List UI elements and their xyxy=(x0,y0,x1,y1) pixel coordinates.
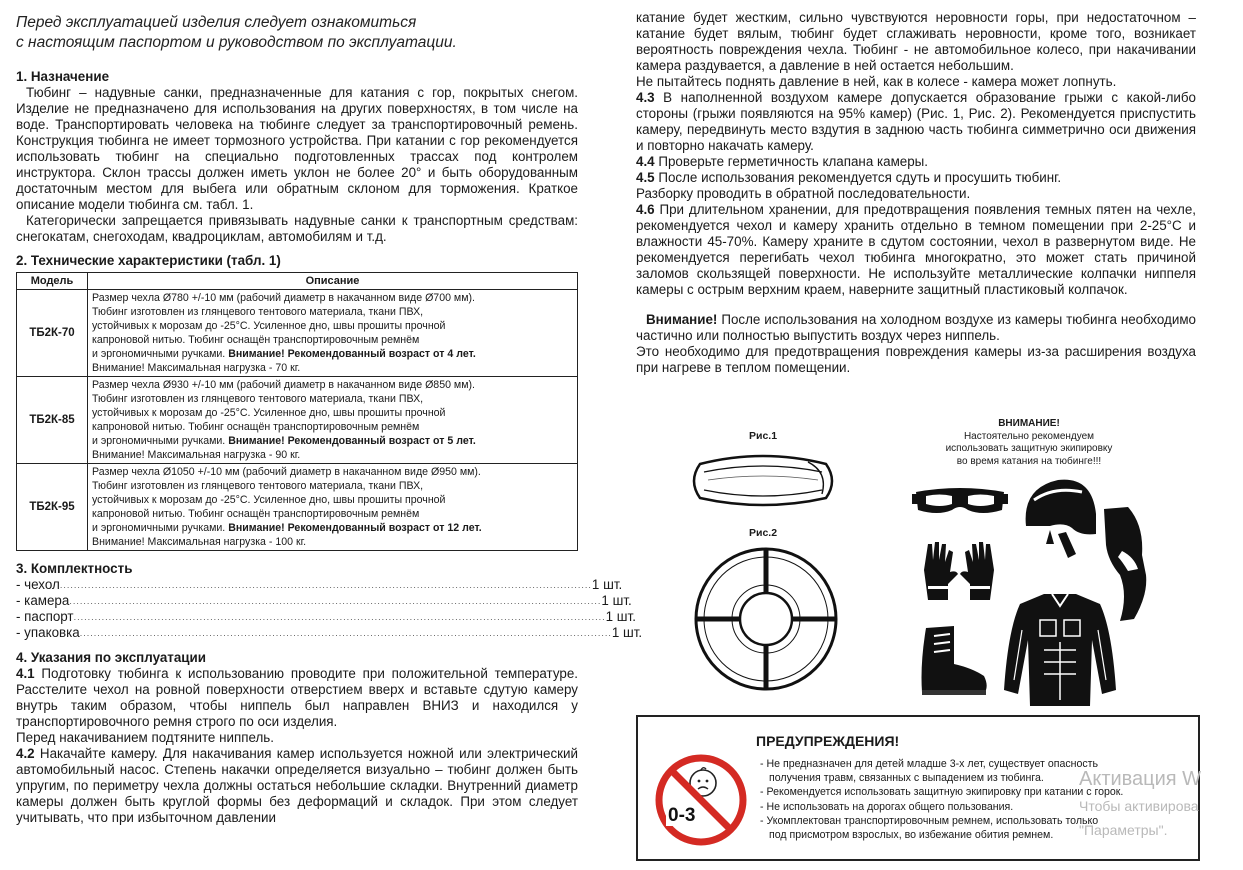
leader-dots: ........................................................................................................................................................ xyxy=(73,612,606,622)
description-cell xyxy=(88,464,578,551)
left-column xyxy=(16,0,643,826)
item-qty: 1 шт. xyxy=(605,609,636,624)
desc-line: Размер чехла Ø930 +/-10 мм (рабочий диаметр в накачанном виде Ø850 мм). xyxy=(92,379,475,391)
figure-2-label: Рис.2 xyxy=(749,527,778,539)
paragraph-text: Подготовку тюбинга к использованию проводите при положительной температуре. Расстелите чехол на ровной поверхности отверстием вверх и вставьте сдутую камеру внутрь таким образом, чтобы ниппель был направлен ВНИЗ и находился у транспортировочного ремня строго по оси изделия. xyxy=(16,666,578,729)
paragraph-4-1 xyxy=(16,666,578,730)
paragraph-4-1-note: Перед накачиванием подтяните ниппель. xyxy=(16,730,274,745)
model-cell: ТБ2К-95 xyxy=(17,464,88,551)
table-row xyxy=(17,464,578,551)
col-description-header: Описание xyxy=(88,273,578,290)
desc-line xyxy=(92,347,573,361)
paragraph-4-5-note: Разборку проводить в обратной последовательности. xyxy=(636,186,971,201)
section-purpose xyxy=(16,69,578,245)
table-row xyxy=(17,377,578,464)
item-qty: 1 шт. xyxy=(591,577,623,592)
list-item xyxy=(16,593,632,609)
inflated-tube-icon xyxy=(692,545,840,693)
protective-jacket-icon xyxy=(1000,590,1120,708)
desc-line: Размер чехла Ø780 +/-10 мм (рабочий диаметр в накачанном виде Ø700 мм). xyxy=(92,292,475,304)
attention-text: После использования на холодном воздухе из камеры тюбинга необходимо частично или полностью выпустить воздух через ниппель. xyxy=(636,312,1196,343)
paragraph-4-2-continued: катание будет жестким, сильно чувствуются неровности горы, при недостаточном – катание будет вялым, тюбинг будет сглаживать неровности, кроме того, возникает вероятность повреждения чехла. Тюбинг - не автомобильное колесо, при накачивании камера раздувается, а давление в ней остается небольшим. xyxy=(636,10,1196,73)
gear-note-title: ВНИМАНИЕ! xyxy=(998,418,1060,429)
item-name: - упаковка xyxy=(16,625,80,640)
paragraph-number: 4.5 xyxy=(636,170,655,185)
age-badge: 0-3 xyxy=(668,805,696,826)
col-model-header: Модель xyxy=(17,273,88,290)
paragraph-4-6 xyxy=(636,202,1196,298)
figure-1-label: Рис.1 xyxy=(749,430,778,442)
paragraph-number: 4.3 xyxy=(636,90,655,105)
paragraph-text: После использования рекомендуется сдуть и просушить тюбинг. xyxy=(654,170,1062,185)
leader-dots: ........................................................................................................................................................ xyxy=(59,580,592,590)
intro-line-1: Перед эксплуатацией изделия следует ознакомиться xyxy=(16,14,417,31)
goggles-icon xyxy=(912,482,1008,522)
item-name: - паспорт xyxy=(16,609,74,624)
boot-icon xyxy=(916,624,990,698)
intro-line-2: с настоящим паспортом и руководством по эксплуатации. xyxy=(16,34,457,51)
right-column xyxy=(636,0,1196,376)
glove-left-icon xyxy=(918,540,960,602)
gear-note-line: во время катания на тюбинге!!! xyxy=(956,455,1102,467)
section-4-title: 4. Указания по эксплуатации xyxy=(16,650,206,665)
model-cell: ТБ2К-70 xyxy=(17,290,88,377)
activation-watermark-title: Активация W xyxy=(1079,768,1202,790)
desc-line: Размер чехла Ø1050 +/-10 мм (рабочий диаметр в накачанном виде Ø950 мм). xyxy=(92,466,481,478)
paragraph-number: 4.6 xyxy=(636,202,655,217)
paragraph-text: В наполненной воздухом камере допускается образование грыжи с какой-либо стороны (грыжи появляются на 95% камер) (Рис. 1, Рис. 2). Рекомендуется приспустить камеру, передвинуть место вздутия в заднюю часть тюбинга симметрично оси движения и повторно накачать камеру. xyxy=(636,90,1196,153)
item-qty: 1 шт. xyxy=(611,625,643,640)
desc-line: капроновой нитью. Тюбинг оснащён транспортировочным ремнём xyxy=(92,334,420,346)
paragraph-4-5 xyxy=(636,170,1196,186)
leader-dots: ........................................................................................................................................................ xyxy=(79,628,612,638)
item-name: - камера xyxy=(16,593,70,608)
attention-explanation: Это необходимо для предотвращения повреждения камеры из-за расширения воздуха при нагреве в теплом помещении. xyxy=(636,344,1196,375)
load-warning: Внимание! Максимальная нагрузка - 70 кг. xyxy=(92,362,301,374)
gear-note-line: использовать защитную экипировку xyxy=(945,443,1113,454)
age-warning: Внимание! Рекомендованный возраст от 4 лет. xyxy=(228,348,476,360)
purpose-paragraph: Тюбинг – надувные санки, предназначенные для катания с гор, покрытых снегом. Изделие не предназначено для использования на других поверхностях, в том числе на воде. Транспортировать человека на тюбинге следует за транспортировочный ремень. Конструкция тюбинга не имеет тормозного устройства. При катании с гор рекомендуется использовать тюбинг на специально подготовленных трассах под контролем инструктора. Склон трассы должен иметь уклон не более 20° и быть оборудованным достаточным местом для выбега или обратным склоном для торможения. Краткое описание модели тюбинга см. табл. 1. xyxy=(16,85,578,212)
desc-line: устойчивых к морозам до -25°С. Усиленное дно, швы прошиты прочной xyxy=(92,320,446,332)
list-item xyxy=(16,625,643,641)
activation-watermark-line: Чтобы активирова xyxy=(1079,798,1199,814)
list-item xyxy=(16,577,623,593)
attention-paragraph xyxy=(636,312,1196,344)
spec-table-header xyxy=(17,273,578,290)
paragraph-text: При длительном хранении, для предотвращения появления темных пятен на чехле, рекомендуется чехол и камеру хранить отдельно в темном помещении при 2-25°С и влажности 45-70%. Камеру храните в сдутом состоянии, чехол в развернутом виде. Не рекомендуется перегибать чехол тюбинга многократно, это может стать причиной заломов скользящей поверхности. Не используйте металлические колпачки ниппеля камеры с острым верхним краем, наверните защитный пластиковый колпачок. xyxy=(636,202,1196,297)
warning-item: - Укомплектован транспортировочным ремнем, использовать только xyxy=(760,814,1099,827)
paragraph-number: 4.2 xyxy=(16,746,35,761)
paragraph-text: Накачайте камеру. Для накачивания камер используется ножной или электрический автомобильный насос. Степень накачки определяется визуально – тюбинг должен быть упругим, по периметру чехла должны остаться небольшие складки. Внутренний диаметр камеры должен быть круглой формы без деформаций и складок. При этом следует учитывать, что при избыточном давлении xyxy=(16,746,578,825)
model-cell: ТБ2К-85 xyxy=(17,377,88,464)
prohibition-paragraph: Категорически запрещается привязывать надувные санки к транспортным средствам: снегокатам, снегоходам, квадроциклам, автомобилям и т.д. xyxy=(16,213,578,244)
section-usage xyxy=(16,650,578,826)
paragraph-4-2 xyxy=(16,746,578,826)
desc-line: капроновой нитью. Тюбинг оснащён транспортировочным ремнём xyxy=(92,508,420,520)
desc-text: и эргономичными ручками. xyxy=(92,522,229,534)
description-cell xyxy=(88,377,578,464)
section-2-title: 2. Технические характеристики (табл. 1) xyxy=(16,253,281,268)
list-item xyxy=(16,609,636,625)
paragraph-text: Проверьте герметичность клапана камеры. xyxy=(654,154,929,169)
section-1-title: 1. Назначение xyxy=(16,69,110,84)
warning-item: - Рекомендуется использовать защитную экипировку при катании с горок. xyxy=(760,786,1124,799)
desc-line: Тюбинг изготовлен из глянцевого тентового материала, ткани ПВХ, xyxy=(92,480,424,492)
warning-item: - Не использовать на дорогах общего пользования. xyxy=(760,800,1014,813)
item-qty: 1 шт. xyxy=(601,593,632,608)
desc-text: и эргономичными ручками. xyxy=(92,435,229,447)
desc-line: Тюбинг изготовлен из глянцевого тентового материала, ткани ПВХ, xyxy=(92,306,424,318)
load-warning: Внимание! Максимальная нагрузка - 90 кг. xyxy=(92,449,301,461)
desc-line: Тюбинг изготовлен из глянцевого тентового материала, ткани ПВХ, xyxy=(92,393,424,405)
age-restriction-icon xyxy=(654,753,748,847)
age-warning: Внимание! Рекомендованный возраст от 12 лет. xyxy=(228,522,482,534)
load-warning: Внимание! Максимальная нагрузка - 100 кг. xyxy=(92,536,307,548)
helmet-icon xyxy=(1020,474,1098,560)
activation-watermark-line: "Параметры". xyxy=(1079,822,1168,838)
attention-block xyxy=(636,312,1196,376)
desc-line xyxy=(92,434,573,448)
leader-dots: ........................................................................................................................................................ xyxy=(69,596,602,606)
desc-line: капроновой нитью. Тюбинг оснащён транспортировочным ремнём xyxy=(92,421,420,433)
paragraph-4-2-end: Не пытайтесь поднять давление в ней, как в колесе - камера может лопнуть. xyxy=(636,74,1117,89)
item-name: - чехол xyxy=(16,577,60,592)
section-specs xyxy=(16,253,578,551)
desc-text: и эргономичными ручками. xyxy=(92,348,229,360)
protective-gear-note xyxy=(918,418,1140,468)
section-3-title: 3. Комплектность xyxy=(16,561,133,576)
deflated-tube-icon xyxy=(688,450,838,512)
desc-line: устойчивых к морозам до -25°С. Усиленное дно, швы прошиты прочной xyxy=(92,494,446,506)
warning-item-cont: получения травм, связанных с выпадением из тюбинга. xyxy=(769,772,1044,785)
age-warning: Внимание! Рекомендованный возраст от 5 лет. xyxy=(228,435,476,447)
gear-note-line: Настоятельно рекомендуем xyxy=(963,430,1095,442)
description-cell xyxy=(88,290,578,377)
paragraph-4-4 xyxy=(636,154,1196,170)
attention-label: Внимание! xyxy=(646,312,718,327)
warning-item: - Не предназначен для детей младше 3-х лет, существует опасность xyxy=(760,758,1099,770)
warning-item-cont: под присмотром взрослых, во избежание обития ремнем. xyxy=(769,829,1054,842)
desc-line xyxy=(92,521,573,535)
paragraph-number: 4.4 xyxy=(636,154,655,169)
intro-note xyxy=(16,13,578,53)
desc-line: устойчивых к морозам до -25°С. Усиленное дно, швы прошиты прочной xyxy=(92,407,446,419)
paragraph-number: 4.1 xyxy=(16,666,35,681)
table-row xyxy=(17,290,578,377)
section-contents xyxy=(16,561,643,641)
paragraph-4-3 xyxy=(636,90,1196,154)
warnings-title: ПРЕДУПРЕЖДЕНИЯ! xyxy=(756,733,900,749)
glove-right-icon xyxy=(958,540,1000,602)
spec-table xyxy=(16,272,578,551)
